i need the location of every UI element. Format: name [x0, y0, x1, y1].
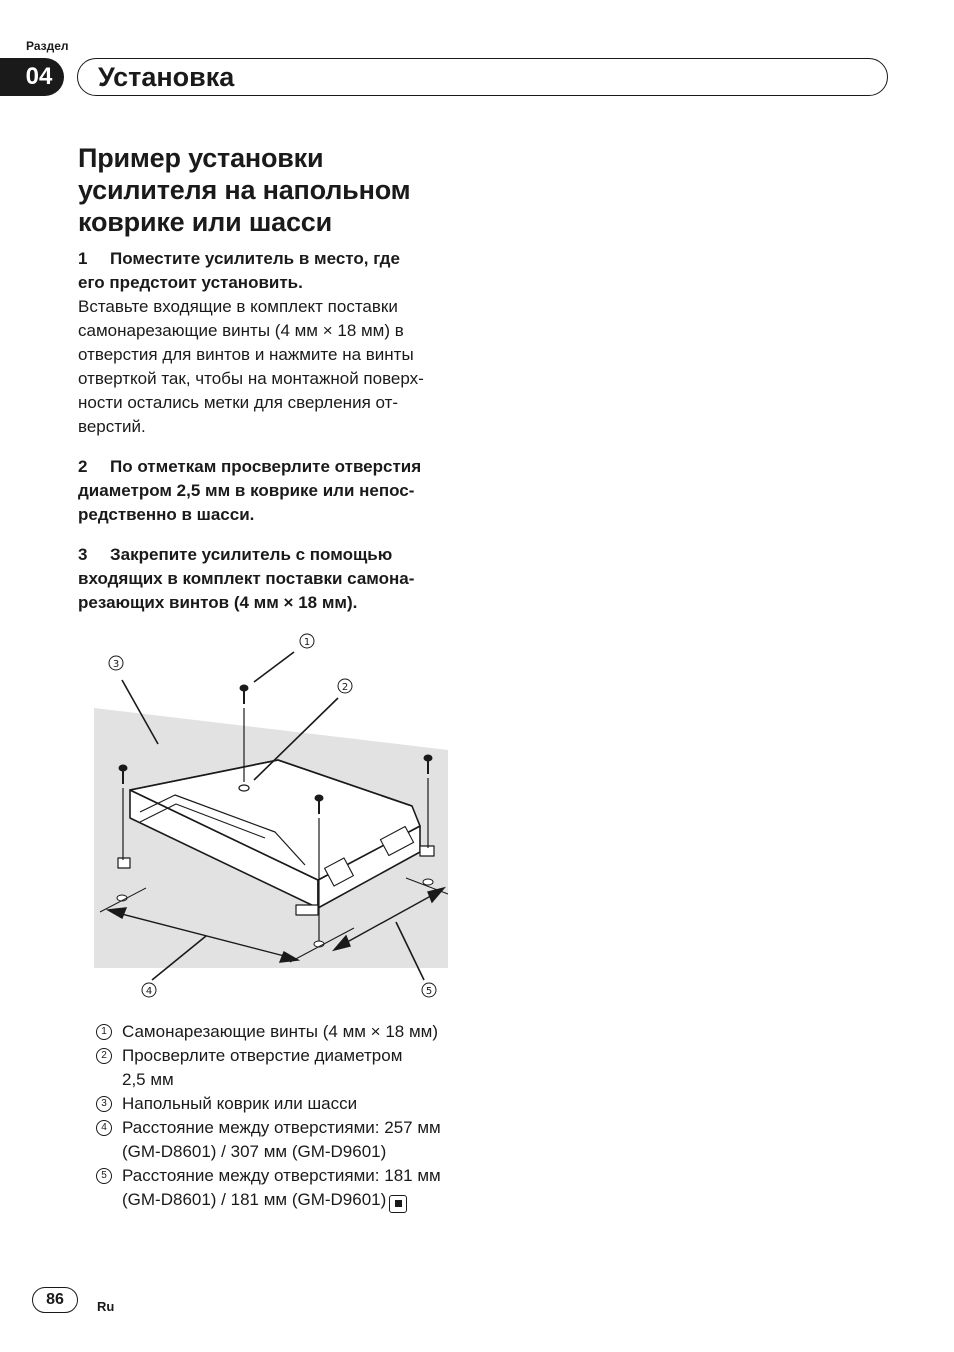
step-body-line: ности остались метки для сверления от-: [78, 393, 399, 412]
section-label: Раздел: [26, 39, 69, 53]
step-body-line: Вставьте входящие в комплект поставки: [78, 297, 398, 316]
step-title-line: По отметкам просверлите отверстия: [110, 457, 422, 476]
legend-marker: 4: [96, 1120, 112, 1136]
section-title: Установка: [77, 58, 888, 96]
legend-text: Расстояние между отверстиями: 257 мм: [122, 1118, 441, 1137]
step-1-title: [78, 247, 470, 295]
step-title-line: Поместите усилитель в место, где: [110, 249, 400, 268]
legend-item: [96, 1044, 466, 1092]
step-2-title: [78, 455, 470, 527]
step-number: 1: [78, 249, 88, 268]
legend-item: [96, 1164, 466, 1213]
installation-diagram: [90, 628, 460, 1003]
legend-text: Расстояние между отверстиями: 181 мм: [122, 1166, 441, 1185]
legend-text: Просверлите отверстие диаметром: [122, 1046, 403, 1065]
step-title-line: Закрепите усилитель с помощью: [110, 545, 393, 564]
legend-text: (GM-D8601) / 181 мм (GM-D9601): [122, 1190, 387, 1209]
page-title-line: усилителя на напольном: [78, 175, 411, 205]
step-title-line: его предстоит установить.: [78, 273, 303, 292]
step-body-line: самонарезающие винты (4 мм × 18 мм) в: [78, 321, 404, 340]
legend-text: 2,5 мм: [122, 1070, 174, 1089]
page-title-line: коврике или шасси: [78, 207, 332, 237]
callout-4: 4: [145, 986, 153, 997]
legend-item: [96, 1020, 466, 1044]
legend-text: (GM-D8601) / 307 мм (GM-D9601): [122, 1142, 387, 1161]
step-3-title: [78, 543, 470, 615]
legend-marker: 2: [96, 1048, 112, 1064]
legend-marker: 5: [96, 1168, 112, 1184]
figure-legend: [96, 1020, 466, 1213]
legend-text: Самонарезающие винты (4 мм × 18 мм): [122, 1022, 439, 1041]
step-1-body: [78, 295, 470, 439]
step-body-line: отверткой так, чтобы на монтажной поверх-: [78, 369, 424, 388]
legend-item: [96, 1116, 466, 1164]
language-code: Ru: [97, 1299, 115, 1314]
step-title-line: диаметром 2,5 мм в коврике или непос-: [78, 481, 415, 500]
callout-5: 5: [425, 986, 433, 997]
step-title-line: входящих в комплект поставки самона-: [78, 569, 415, 588]
step-body-line: верстий.: [78, 417, 146, 436]
instructions: [78, 247, 470, 615]
page-number: 86: [32, 1287, 78, 1313]
page-title: [78, 142, 478, 238]
callout-2: 2: [341, 682, 349, 693]
legend-marker: 3: [96, 1096, 112, 1112]
step-title-line: редственно в шасси.: [78, 505, 255, 524]
legend-item: [96, 1092, 466, 1116]
step-body-line: отверстия для винтов и нажмите на винты: [78, 345, 414, 364]
step-number: 3: [78, 545, 88, 564]
callout-1: 1: [303, 637, 311, 648]
page-title-line: Пример установки: [78, 143, 324, 173]
legend-text: Напольный коврик или шасси: [122, 1094, 358, 1113]
legend-marker: 1: [96, 1024, 112, 1040]
end-of-section-icon: [389, 1195, 407, 1213]
step-number: 2: [78, 457, 88, 476]
step-title-line: резающих винтов (4 мм × 18 мм).: [78, 593, 358, 612]
callout-3: 3: [112, 659, 120, 670]
section-number-badge: 04: [0, 58, 64, 96]
